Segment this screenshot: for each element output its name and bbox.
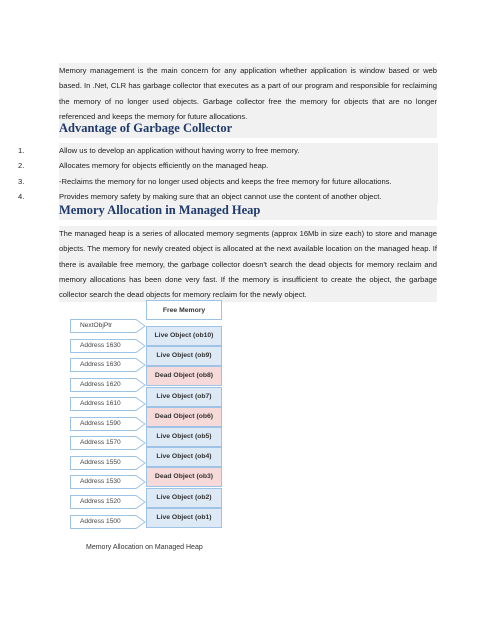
address-arrow: Address 1620 <box>70 378 144 392</box>
diagram-caption: Memory Allocation on Managed Heap <box>86 544 203 551</box>
heading-advantage: Advantage of Garbage Collector <box>59 121 233 135</box>
heading-allocation: Memory Allocation in Managed Heap <box>59 203 261 217</box>
list-item: 3. -Reclaims the memory for no longer used objects and keeps the free memory for future allocations. <box>18 174 438 189</box>
free-memory-cell: Free Memory <box>146 300 222 320</box>
next-obj-pointer-arrow: NextObjPtr <box>70 319 144 333</box>
address-arrow: Address 1630 <box>70 358 144 372</box>
list-item: 1. Allow us to develop an application without having worry to free memory. <box>18 143 438 158</box>
live-object-cell: Live Object (ob5) <box>146 427 222 447</box>
list-item: 4. Provides memory safety by making sure that an object cannot use the content of another object. <box>18 189 438 204</box>
live-object-cell: Live Object (ob1) <box>146 508 222 528</box>
live-object-cell: Live Object (ob9) <box>146 346 222 366</box>
live-object-cell: Live Object (ob7) <box>146 387 222 407</box>
allocation-paragraph: The managed heap is a series of allocated memory segments (approx 16Mb in size each) to store and manage objects. The memory for newly created object is allocated at the next available location on the managed heap. If there is available free memory, the garbage collector doesn't search the dead objects for memory reclaim and memory allocations has been done very fast. If the memory is insufficient to create the object, the garbage collector search the dead objects for memory reclaim for the newly object. <box>59 226 437 302</box>
address-arrow: Address 1500 <box>70 515 144 529</box>
address-arrow: Address 1630 <box>70 339 144 353</box>
address-arrow: Address 1570 <box>70 436 144 450</box>
live-object-cell: Live Object (ob2) <box>146 488 222 508</box>
dead-object-cell: Dead Object (ob3) <box>146 467 222 487</box>
intro-paragraph: Memory management is the main concern for any application whether application is window based or web based. In .Net, CLR has garbage collector that executes as a part of our program and responsible for reclaiming the memory of no longer used objects. Garbage collector free the memory for objects that are no longer referenced and keeps the memory for future allocations. <box>59 63 437 124</box>
address-arrow: Address 1590 <box>70 417 144 431</box>
address-arrow: Address 1550 <box>70 456 144 470</box>
address-arrow: Address 1520 <box>70 495 144 509</box>
managed-heap-diagram <box>70 300 230 560</box>
live-object-cell: Live Object (ob10) <box>146 326 222 346</box>
dead-object-cell: Dead Object (ob6) <box>146 407 222 427</box>
live-object-cell: Live Object (ob4) <box>146 447 222 467</box>
list-item: 2. Allocates memory for objects efficiently on the managed heap. <box>18 158 438 173</box>
address-arrow: Address 1610 <box>70 397 144 411</box>
address-arrow: Address 1530 <box>70 475 144 489</box>
dead-object-cell: Dead Object (ob8) <box>146 366 222 386</box>
advantages-list <box>18 143 438 205</box>
